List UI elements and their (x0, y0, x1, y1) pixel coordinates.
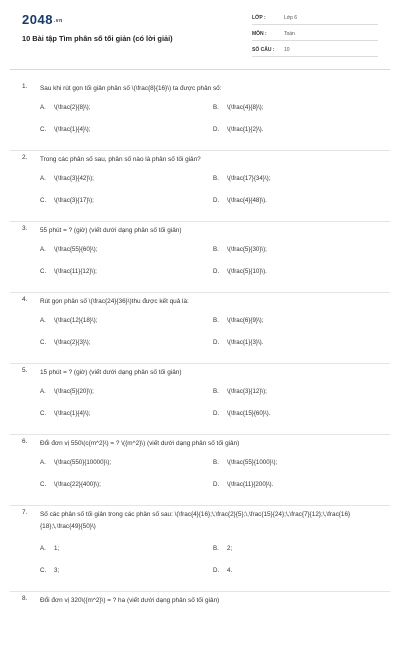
option-b[interactable] (213, 459, 277, 466)
question-text: 55 phút = ? (giờ) (viết dưới dạng phân số tối giản) (40, 227, 182, 234)
option-text: \(\frac{11}{200}\). (227, 481, 274, 488)
question-text: Đổi đơn vị 320\({m^2}\) = ? ha (viết dưới dạng phân số tối giản) (40, 597, 220, 604)
option-d[interactable] (213, 410, 270, 417)
meta-value: Toán (284, 31, 295, 37)
question-item (0, 222, 400, 293)
option-a[interactable] (40, 545, 59, 552)
option-text: \(\frac{4}{8}\); (227, 104, 264, 111)
option-letter: B. (213, 545, 219, 552)
option-letter: C. (40, 339, 47, 346)
option-letter: C. (40, 567, 47, 574)
option-text: \(\frac{5}{10}\). (227, 268, 267, 275)
option-text: \(\frac{55}{1000}\); (227, 459, 278, 466)
option-b[interactable] (213, 545, 232, 552)
option-letter: C. (40, 481, 47, 488)
question-list (0, 80, 400, 663)
option-text: 2; (227, 545, 233, 552)
meta-key: LỚP : (252, 15, 266, 21)
option-letter: D. (213, 126, 220, 133)
question-text: Đổi đơn vị 550\(c{m^2}\) = ? \({m^2}\) (viết dưới dạng phân số tối giản) (40, 440, 240, 447)
option-text: 4. (227, 567, 233, 574)
option-letter: B. (213, 459, 219, 466)
option-b[interactable] (213, 246, 267, 253)
option-letter: A. (40, 246, 46, 253)
question-text: 15 phút = ? (giờ) (viết dưới dạng phân số tối giản) (40, 369, 182, 376)
option-text: \(\frac{3}{12}\); (227, 388, 267, 395)
option-d[interactable] (213, 197, 267, 204)
option-letter: D. (213, 410, 220, 417)
option-letter: B. (213, 388, 219, 395)
meta-key: SỐ CÂU : (252, 47, 275, 53)
option-text: \(\frac{12}{18}\); (54, 317, 98, 324)
option-d[interactable] (213, 126, 263, 133)
meta-value: Lớp 6 (284, 15, 298, 21)
option-letter: A. (40, 317, 46, 324)
option-c[interactable] (40, 410, 90, 417)
question-number: 8. (22, 595, 28, 602)
option-c[interactable] (40, 339, 90, 346)
option-text: \(\frac{5}{30}\); (227, 246, 267, 253)
option-letter: C. (40, 126, 47, 133)
option-b[interactable] (213, 104, 263, 111)
question-number: 4. (22, 296, 28, 303)
option-text: \(\frac{1}{4}\); (54, 410, 91, 417)
question-number: 1. (22, 83, 28, 90)
option-a[interactable] (40, 317, 97, 324)
option-b[interactable] (213, 317, 263, 324)
option-c[interactable] (40, 481, 101, 488)
meta-table (252, 12, 378, 57)
option-text: \(\frac{22}{400}\); (54, 481, 101, 488)
option-text: \(\frac{1}{3}\). (227, 339, 264, 346)
question-number: 7. (22, 509, 28, 516)
option-text: \(\frac{2}{8}\); (54, 104, 91, 111)
document-title: 10 Bài tập Tìm phân số tối giản (có lời giải) (22, 34, 173, 43)
question-number: 3. (22, 225, 28, 232)
option-letter: D. (213, 197, 220, 204)
option-letter: D. (213, 339, 220, 346)
option-letter: C. (40, 268, 47, 275)
option-a[interactable] (40, 175, 94, 182)
option-letter: B. (213, 104, 219, 111)
option-text: \(\frac{55}{60}\); (54, 246, 98, 253)
option-a[interactable] (40, 246, 97, 253)
question-item (0, 364, 400, 435)
option-text: \(\frac{5}{20}\); (54, 388, 94, 395)
option-letter: A. (40, 175, 46, 182)
question-text: Rút gọn phân số \(\frac{24}{36}\)thu được kết quả là: (40, 298, 189, 305)
question-item (0, 592, 400, 663)
option-a[interactable] (40, 459, 111, 466)
option-text: \(\frac{3}{42}\); (54, 175, 94, 182)
option-a[interactable] (40, 388, 94, 395)
option-c[interactable] (40, 126, 90, 133)
option-a[interactable] (40, 104, 90, 111)
option-text: \(\frac{1}{2}\). (227, 126, 264, 133)
question-text: Số các phân số tối giản trong các phân số sau: \(\frac{4}{16};\,\frac{2}{5};\,\frac{15}{24};\,\frac{7}{12};\,\frac{16}{18};\,\frac{49}{50}\) (40, 511, 351, 530)
option-text: \(\frac{1}{4}\); (54, 126, 91, 133)
option-d[interactable] (213, 567, 232, 574)
option-b[interactable] (213, 388, 267, 395)
option-text: \(\frac{4}{48}\). (227, 197, 267, 204)
option-letter: C. (40, 197, 47, 204)
option-c[interactable] (40, 268, 97, 275)
option-d[interactable] (213, 268, 267, 275)
question-item (0, 80, 400, 151)
meta-key: MÔN : (252, 31, 267, 37)
option-text: \(\frac{17}{34}\); (227, 175, 271, 182)
option-letter: A. (40, 459, 46, 466)
logo-suffix: .vn (53, 17, 63, 24)
meta-value: 10 (284, 47, 290, 53)
option-text: \(\frac{3}{17}\); (54, 197, 94, 204)
option-letter: D. (213, 481, 220, 488)
logo-text: 2048 (22, 12, 53, 27)
question-number: 5. (22, 367, 28, 374)
question-item (0, 435, 400, 506)
site-logo[interactable] (22, 12, 63, 27)
question-text: Sau khi rút gọn tối giản phân số \(\frac{8}{16}\) ta được phân số: (40, 85, 222, 92)
meta-row-subject (252, 28, 378, 41)
question-item (0, 151, 400, 222)
option-text: 1; (54, 545, 60, 552)
question-number: 6. (22, 438, 28, 445)
option-b[interactable] (213, 175, 270, 182)
option-text: \(\frac{15}{60}\). (227, 410, 271, 417)
option-letter: B. (213, 317, 219, 324)
option-d[interactable] (213, 339, 263, 346)
question-number: 2. (22, 154, 28, 161)
option-d[interactable] (213, 481, 273, 488)
option-c[interactable] (40, 197, 94, 204)
option-text: \(\frac{2}{3}\); (54, 339, 91, 346)
option-letter: B. (213, 246, 219, 253)
option-letter: D. (213, 268, 220, 275)
option-letter: C. (40, 410, 47, 417)
meta-row-count (252, 44, 378, 57)
option-text: \(\frac{550}{10000}\); (54, 459, 112, 466)
option-text: \(\frac{11}{12}\); (54, 268, 97, 275)
header-divider (10, 69, 390, 70)
option-text: 3; (54, 567, 60, 574)
page-header (0, 0, 400, 64)
question-item (0, 506, 400, 592)
question-text: Trong các phân số sau, phân số nào là phân số tối giản? (40, 156, 201, 163)
option-c[interactable] (40, 567, 59, 574)
option-letter: B. (213, 175, 219, 182)
option-letter: A. (40, 545, 46, 552)
option-text: \(\frac{6}{9}\); (227, 317, 264, 324)
option-letter: A. (40, 388, 46, 395)
meta-row-grade (252, 12, 378, 25)
option-letter: A. (40, 104, 46, 111)
option-letter: D. (213, 567, 220, 574)
question-item (0, 293, 400, 364)
